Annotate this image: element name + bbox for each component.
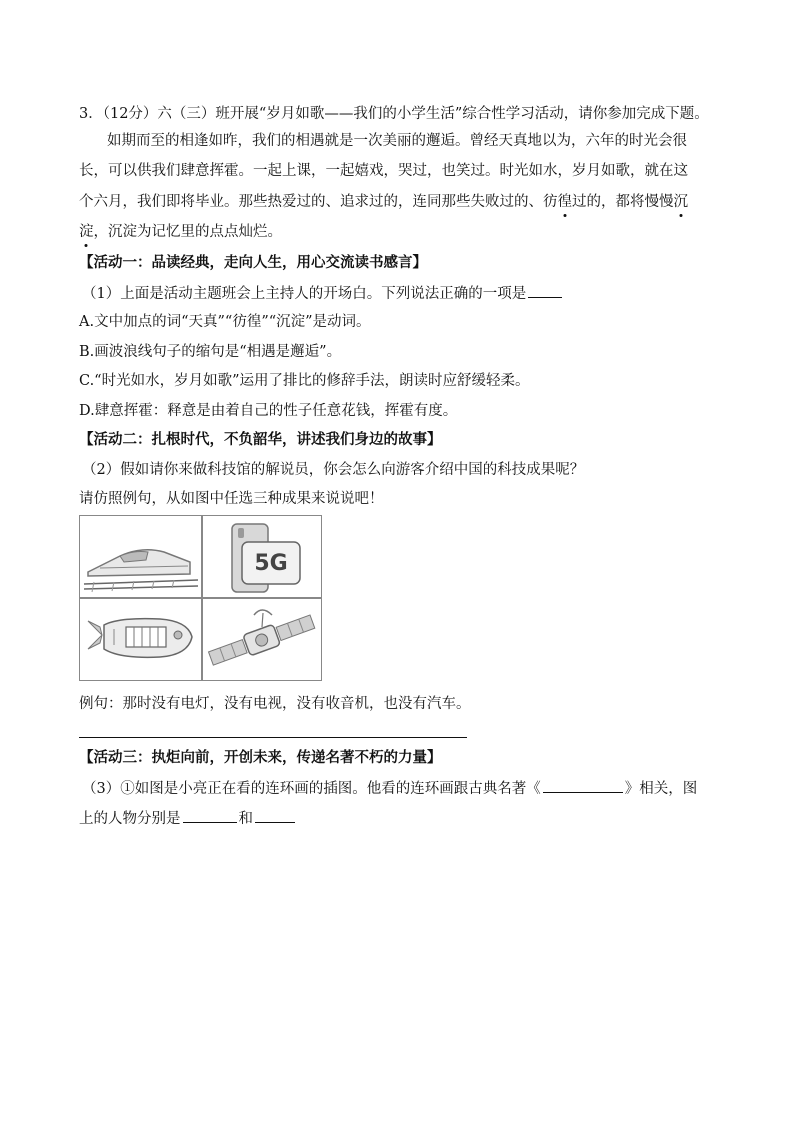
tech-achievements-figure	[79, 515, 322, 681]
option-d: D.肆意挥霍：释意是由着自己的性子任意花钱，挥霍有度。	[79, 403, 458, 419]
dotted-char-chen: 沉	[673, 194, 688, 210]
satellite-icon	[202, 599, 322, 680]
paragraph-line-4-rest: ，沉淀为记忆里的点点灿烂。	[93, 224, 282, 240]
question-3-text-end: 》相关，图	[624, 781, 698, 797]
question-1	[82, 283, 564, 304]
high-speed-train-icon	[80, 516, 200, 597]
book-title-blank[interactable]	[543, 778, 623, 793]
question-3-and: 和	[238, 811, 253, 827]
option-b: B.画波浪线句子的缩句是“相遇是邂逅”。	[79, 344, 342, 360]
question-3-line-2-start: 上的人物分别是	[79, 811, 181, 827]
question-3-line-2	[79, 808, 297, 829]
option-c: C.“时光如水，岁月如歌”运用了排比的修辞手法，朗读时应舒缓轻柔。	[79, 373, 530, 389]
character-blank-2[interactable]	[255, 808, 295, 823]
dotted-char-huang: 徨	[557, 194, 572, 210]
submarine-cell	[80, 599, 200, 680]
answer-blank-1[interactable]	[528, 283, 562, 298]
wavy-sentence-text: 长，可以供我们肆意挥霍。一起上课，一起嬉戏，哭过，也笑过。时光如水，岁月如歌，就在这	[79, 163, 688, 179]
question-2-instruction: 请仿照例句，从如图中任选三种成果来说说吧！	[79, 491, 384, 507]
submarine-icon	[80, 599, 200, 680]
activity2-title: 【活动二：扎根时代，不负韶华，讲述我们身边的故事】	[79, 431, 442, 448]
question-3-line-1	[82, 778, 697, 799]
option-a: A.文中加点的词“天真”“彷徨”“沉淀”是动词。	[79, 314, 371, 330]
question-header: 3．（12分）六（三）班开展“岁月如歌——我们的小学生活”综合性学习活动，请你参加完成下题。	[79, 106, 709, 122]
5g-label: 5G	[254, 550, 288, 576]
answer-line[interactable]	[79, 737, 467, 738]
activity3-title: 【活动三：执炬向前，开创未来，传递名著不朽的力量】	[79, 749, 442, 766]
activity1-title: 【活动一：品读经典，走向人生，用心交流读书感言】	[79, 254, 427, 271]
paragraph-line-3-mid: 过的，都将慢慢	[572, 194, 674, 210]
5g-phone-cell	[202, 516, 322, 597]
question-3-text-start: （3）①如图是小亮正在看的连环画的插图。他看的连环画跟古典名著《	[82, 781, 541, 797]
example-sentence: 例句：那时没有电灯，没有电视，没有收音机，也没有汽车。	[79, 696, 471, 712]
question-1-text: （1）上面是活动主题班会上主持人的开场白。下列说法正确的一项是	[82, 286, 527, 302]
question-2: （2）假如请你来做科技馆的解说员，你会怎么向游客介绍中国的科技成果呢？	[82, 462, 585, 478]
satellite-cell	[202, 599, 322, 680]
paragraph-line-3	[79, 192, 688, 212]
paragraph-line-1: 如期而至的相逢如昨，我们的相遇就是一次美丽的邂逅。曾经天真地以为，六年的时光会很	[107, 133, 687, 149]
paragraph-line-3-start: 个六月，我们即将毕业。那些热爱过的、追求过的，连同那些失败过的、彷	[79, 194, 558, 210]
dotted-char-dian: 淀	[79, 224, 94, 240]
high-speed-train-cell	[80, 516, 200, 597]
paragraph-line-2	[79, 161, 688, 181]
paragraph-line-4	[79, 222, 282, 242]
character-blank-1[interactable]	[183, 808, 237, 823]
